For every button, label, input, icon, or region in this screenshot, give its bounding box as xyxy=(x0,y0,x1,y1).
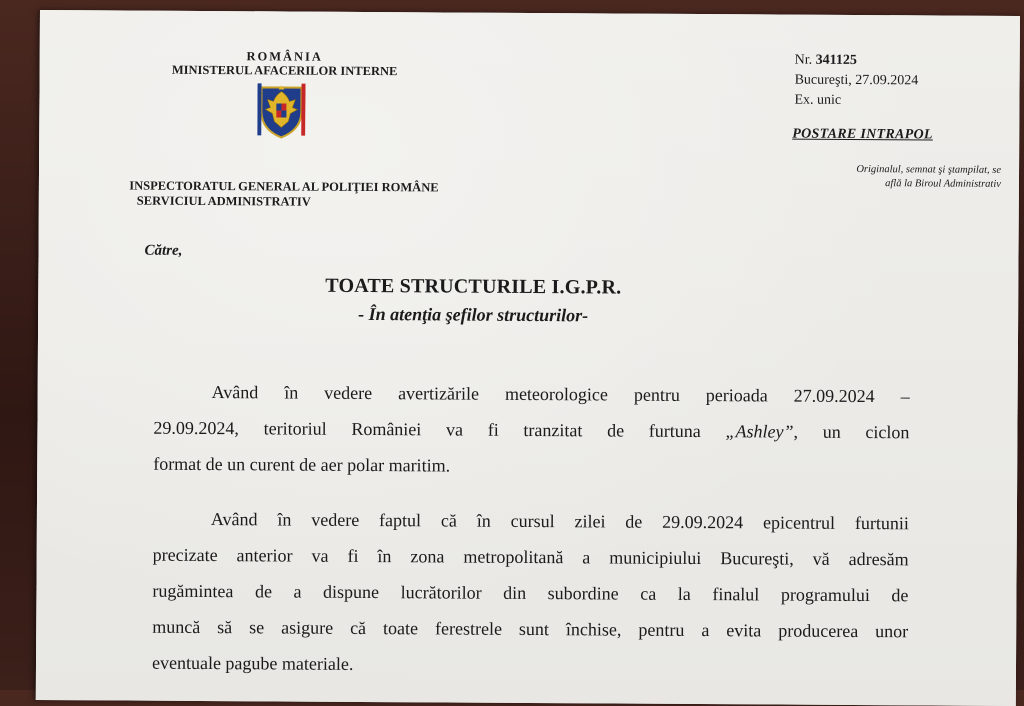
romania-coat-of-arms-icon xyxy=(257,81,305,139)
postare-intrapol: POSTARE INTRAPOL xyxy=(792,126,933,143)
paragraph-line: format de un curent de aer polar maritim. xyxy=(153,453,451,476)
addressee-title: TOATE STRUCTURILE I.G.P.R. xyxy=(325,274,622,299)
paragraph-line: rugămintea de a dispune lucrătorilor din subordine ca la finalul programului de xyxy=(152,580,909,606)
addressee-label: Către, xyxy=(144,242,183,259)
paragraph-line xyxy=(153,410,909,451)
paragraph-line: precizate anterior va fi în zona metropolitană a municipiului Bucureşti, vă adresăm xyxy=(152,544,909,570)
nr-label: Nr. xyxy=(794,52,813,68)
original-note-line2: află la Biroul Administrativ xyxy=(885,178,1001,190)
original-note-line1: Originalul, semnat şi ştampilat, se xyxy=(856,163,1002,176)
addressee-subtitle: - În atenţia şefilor structurilor- xyxy=(358,303,589,326)
paragraph-text: , un ciclon xyxy=(793,421,910,443)
paragraph-line: eventuale pagube materiale. xyxy=(151,652,354,674)
ministry-name: MINISTERUL AFACERILOR INTERNE xyxy=(171,62,398,79)
inspectorate-name: INSPECTORATUL GENERAL AL POLIŢIEI ROMÂNE xyxy=(129,178,439,195)
document-page xyxy=(36,10,1020,706)
nr-value: 341125 xyxy=(815,52,857,68)
paragraph-line: Având în vedere avertizările meteorologice pentru perioada 27.09.2024 – xyxy=(211,382,910,407)
paragraph-1 xyxy=(153,374,910,487)
storm-name: „Ashley” xyxy=(725,421,794,442)
service-name: SERVICIUL ADMINISTRATIV xyxy=(136,193,311,209)
header-right xyxy=(794,51,1014,112)
paragraph-text: 29.09.2024, teritoriul României va fi tranzitat de furtuna xyxy=(153,417,726,442)
original-note xyxy=(801,163,1001,192)
paragraph-line: Având în vedere faptul că în cursul zilei de 29.09.2024 epicentrul furtunii xyxy=(210,509,909,534)
header-left xyxy=(40,48,540,209)
country-name: ROMÂNIA xyxy=(246,49,324,64)
paragraph-2 xyxy=(152,501,909,686)
paragraph-line: muncă să se asigure că toate ferestrele sunt închise, pentru a evita producerea unor xyxy=(152,616,909,642)
copies-note: Ex. unic xyxy=(794,92,842,108)
place-date: Bucureşti, 27.09.2024 xyxy=(794,72,919,89)
registration-number xyxy=(795,51,1015,72)
